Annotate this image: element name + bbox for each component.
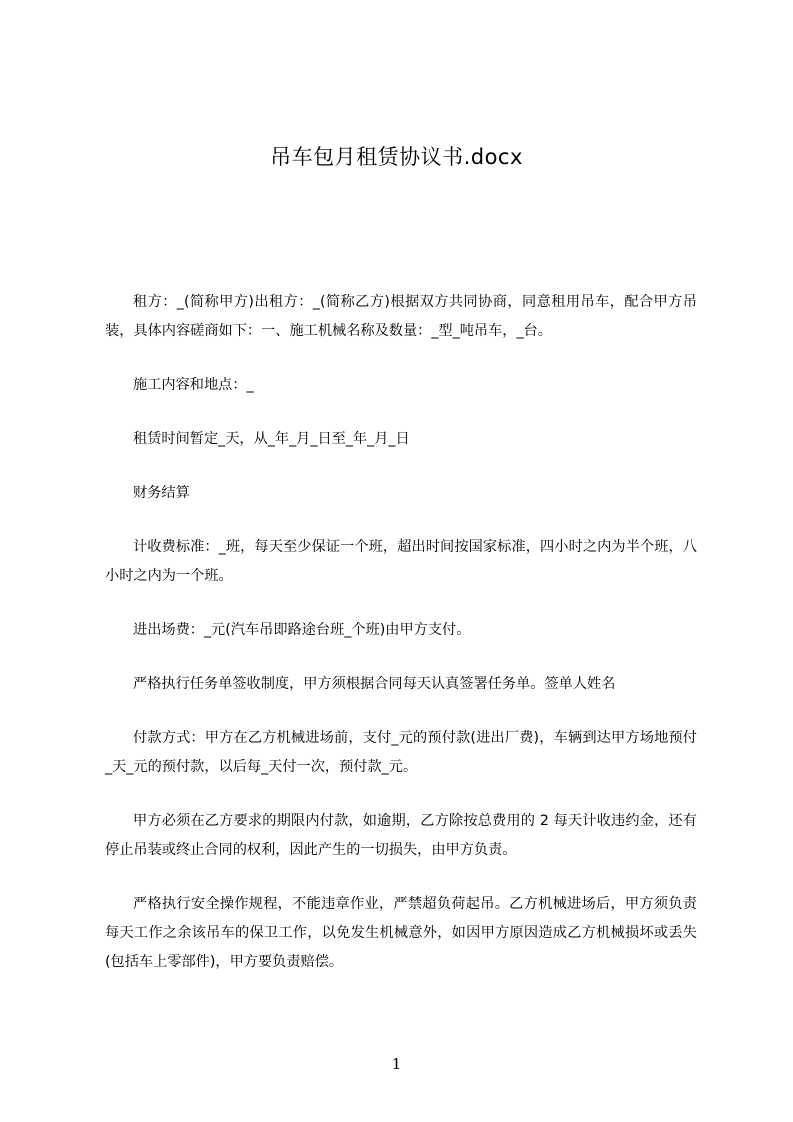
document-title: 吊车包月租赁协议书.docx (270, 145, 523, 169)
paragraph-late-payment: 甲方必须在乙方要求的期限内付款，如逾期，乙方除按总费用的 2 每天计收违约金，还有停止吊装或终止合同的权利，因此产生的一切损失，由甲方负责。 (105, 813, 697, 858)
paragraph-work-location: 施工内容和地点：_ (133, 377, 254, 393)
paragraph-entry-exit-fee: 进出场费：_元(汽车吊即路途台班_个班)由甲方支付。 (133, 622, 471, 638)
paragraph-safety: 严格执行安全操作规程，不能违章作业，严禁超负荷起吊。乙方机械进场后，甲方须负责每天工作之余该吊车的保卫工作，以免发生机械意外，如因甲方原因造成乙方机械损坏或丢失(包括车上零部件)，甲方要负责赔偿。 (105, 896, 697, 970)
paragraph-rental-period: 租赁时间暂定_天，从_年_月_日至_年_月_日 (133, 431, 410, 447)
document-body (105, 288, 697, 1002)
paragraph-payment-method: 付款方式：甲方在乙方机械进场前，支付_元的预付款(进出厂费)，车辆到达甲方场地预付_天_元的预付款，以后每_天付一次，预付款_元。 (105, 730, 697, 775)
paragraph-task-order: 严格执行任务单签收制度，甲方须根据合同每天认真签署任务单。签单人姓名 (133, 676, 616, 692)
paragraph-fee-standard: 计收费标准：_班，每天至少保证一个班，超出时间按国家标准，四小时之内为半个班，八小时之内为一个班。 (105, 539, 697, 584)
paragraph-parties: 租方：_(简称甲方)出租方：_(简称乙方)根据双方共同协商，同意租用吊车，配合甲方吊装，具体内容磋商如下：一、施工机械名称及数量：_型_吨吊车，_台。 (105, 294, 697, 339)
paragraph-financial-settlement: 财务结算 (133, 485, 190, 501)
page-number: 1 (391, 1055, 402, 1073)
